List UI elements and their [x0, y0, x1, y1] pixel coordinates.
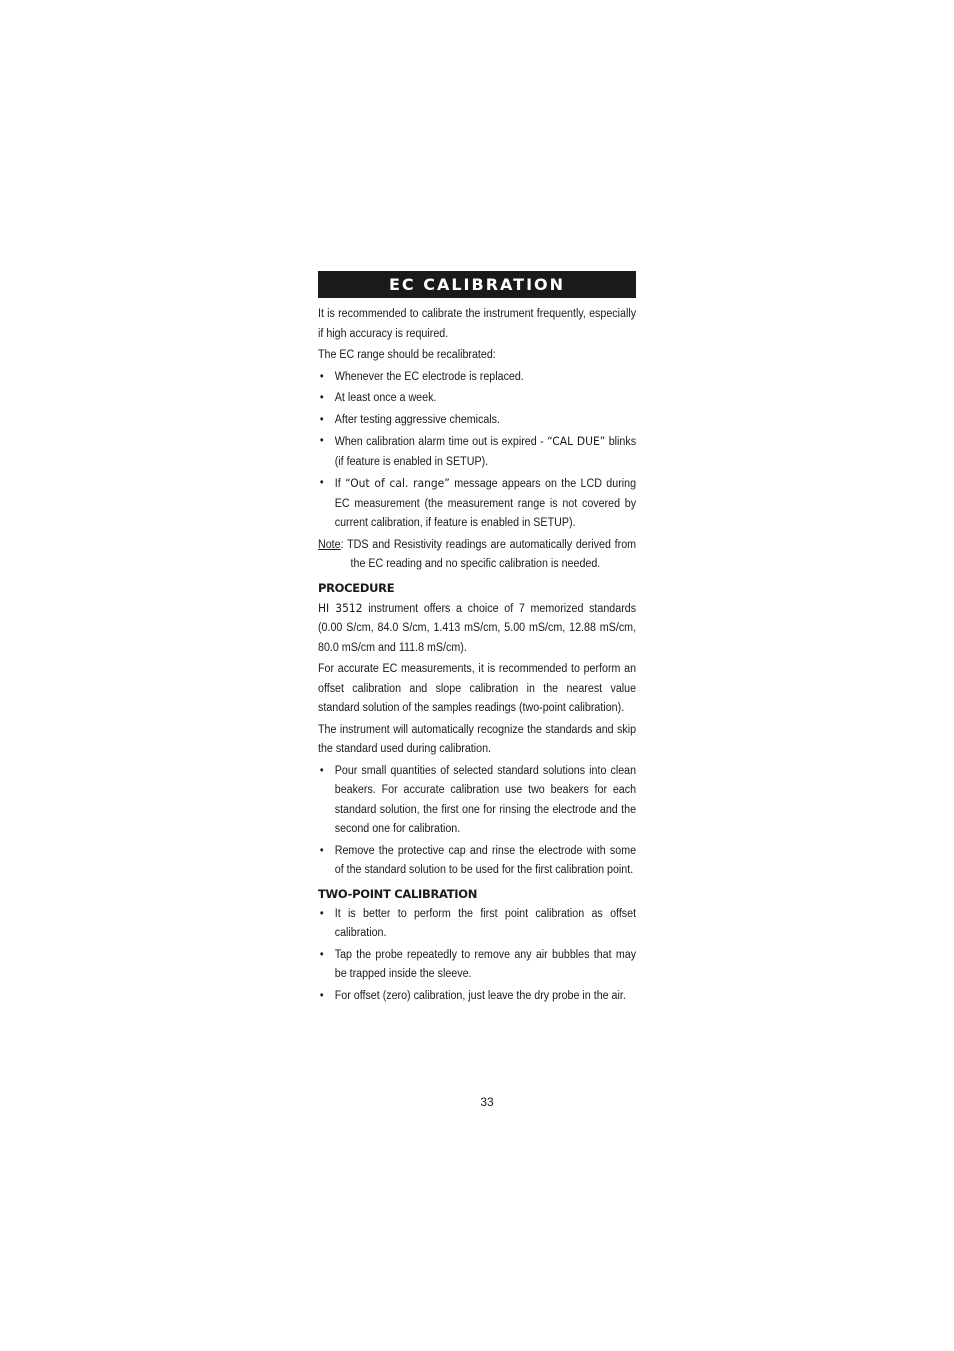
bullet-icon: •	[319, 989, 324, 1002]
list-item: • At least once a week.	[318, 389, 636, 409]
section-title: EC CALIBRATION	[318, 271, 636, 298]
bullet-icon: •	[319, 907, 324, 920]
list-item: • It is better to perform the first point calibration as offset calibration.	[318, 905, 636, 944]
bullet-icon: •	[319, 370, 324, 383]
out-of-range-message: “Out of cal. range”	[345, 476, 450, 490]
list-item: • Pour small quantities of selected standard solutions into clean beakers. For accurate calibration use two beakers for each standard solution, the first one for rinsing the electrode and the second one for calibration.	[318, 762, 636, 840]
list-item: • If “Out of cal. range” message appears on the LCD during EC measurement (the measurement range is not covered by current calibration, if feature is enabled in SETUP).	[319, 476, 637, 529]
bullet-icon: •	[319, 477, 324, 489]
note-paragraph: Note: TDS and Resistivity readings are automatically derived from the EC reading and no specific calibration is needed.	[318, 538, 637, 570]
cal-due-message: “CAL DUE”	[547, 434, 606, 448]
note-label: Note	[318, 538, 341, 551]
list-item: • After testing aggressive chemicals.	[318, 411, 636, 431]
bullet-icon: •	[319, 764, 324, 777]
page-content	[318, 271, 636, 1008]
list-item: • Tap the probe repeatedly to remove any air bubbles that may be trapped inside the sleeve.	[318, 946, 636, 985]
bullet-icon: •	[319, 435, 324, 447]
two-point-heading: TWO-POINT CALIBRATION	[318, 886, 478, 901]
list-item: • Whenever the EC electrode is replaced.	[318, 368, 636, 388]
bullet-icon: •	[319, 413, 324, 426]
list-item: • For offset (zero) calibration, just leave the dry probe in the air.	[318, 987, 636, 1007]
page-number: 33	[480, 1095, 494, 1109]
recalibrate-intro: The EC range should be recalibrated:	[318, 349, 496, 361]
bullet-icon: •	[319, 844, 324, 857]
list-item: • When calibration alarm time out is expired - “CAL DUE” blinks (if feature is enabled in SETUP).	[319, 434, 637, 468]
list-item: • Remove the protective cap and rinse the electrode with some of the standard solution to be used for the first calibration point.	[318, 842, 636, 881]
offset-slope-paragraph: For accurate EC measurements, it is recommended to perform an offset calibration and slope calibration in the nearest value standard solution of the samples readings (two-point calibration).	[318, 663, 637, 714]
standards-paragraph: HI 3512 instrument offers a choice of 7 memorized standards (0.00 S/cm, 84.0 S/cm, 1.413 mS/cm, 5.00 mS/cm, 12.88 mS/cm, 80.0 mS/cm and 111.8 mS/cm).	[318, 600, 637, 654]
intro-paragraph: It is recommended to calibrate the instrument frequently, especially if high accuracy is required.	[318, 308, 637, 340]
auto-recognize-paragraph: The instrument will automatically recognize the standards and skip the standard used during calibration.	[318, 723, 637, 755]
bullet-icon: •	[319, 948, 324, 961]
model-name: HI 3512	[318, 600, 363, 615]
procedure-heading: PROCEDURE	[318, 580, 395, 595]
bullet-icon: •	[319, 392, 324, 404]
